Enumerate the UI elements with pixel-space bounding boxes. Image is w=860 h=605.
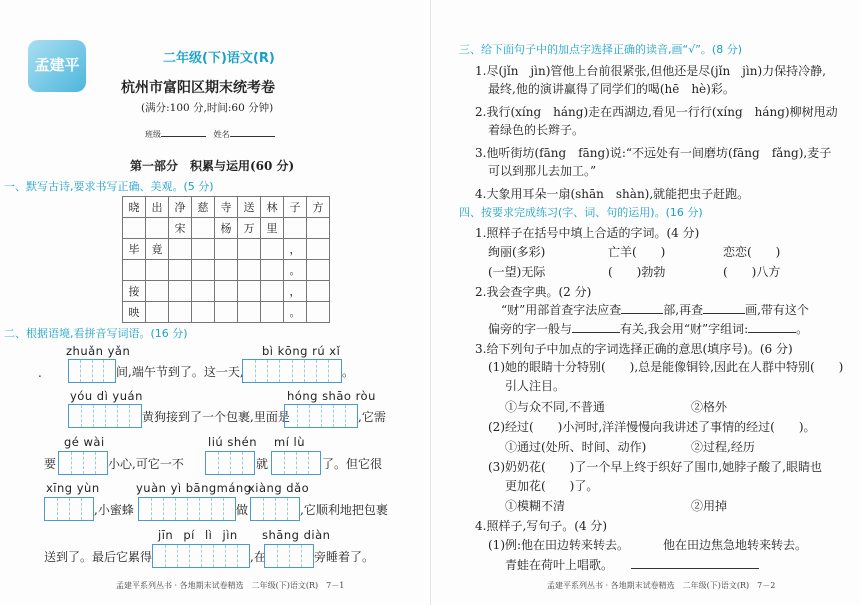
writing-grid[interactable] — [242, 359, 342, 383]
q3-item: 4.大象用耳朵一扇(shān shàn),就能把虫子赶跑。 — [475, 187, 750, 201]
q4-option: ①与众不同,不普通 — [505, 400, 605, 414]
poem-cell: 宋 — [169, 218, 192, 239]
answer-blank[interactable] — [703, 313, 745, 314]
poem-cell: 出 — [146, 197, 169, 218]
q2-text: 送到了。最后它累得 — [44, 550, 153, 564]
q4-sub: 3.给下列句子中加点的字词选择正确的意思(填序号)。(6 分) — [475, 342, 793, 356]
writing-grid[interactable] — [205, 451, 255, 475]
q3-item: 2.我行(xíng háng)走在西湖边,看见一行行(xíng háng)柳树甩动 — [475, 105, 838, 119]
poem-cell[interactable] — [146, 302, 169, 323]
poem-cell: 送 — [238, 197, 261, 218]
poem-cell[interactable] — [238, 239, 261, 260]
poem-cell: 杨 — [215, 218, 238, 239]
poem-cell: 竟 — [146, 239, 169, 260]
q2-text: 黄狗接到了一个包裹,里面是 — [142, 410, 290, 424]
q2-text: ,小蜜蜂 — [94, 503, 134, 517]
name-blank[interactable] — [230, 136, 275, 137]
q4-text: (1)她的眼睛十分特别( ),总是能像铜铃,因此在人群中特别( ) — [488, 360, 844, 374]
q4-example-answer: 他在田边焦急地转来转去。 — [663, 538, 808, 552]
writing-grid[interactable] — [264, 544, 314, 568]
poem-cell[interactable] — [284, 218, 307, 239]
q4-sub: 2.我会查字典。(2 分) — [475, 285, 592, 299]
q2-title: 二、根据语境,看拼音写词语。(16 分) — [4, 327, 188, 340]
poem-cell[interactable] — [169, 302, 192, 323]
poem-cell[interactable] — [192, 218, 215, 239]
poem-cell: 慈 — [192, 197, 215, 218]
answer-blank[interactable] — [631, 568, 759, 569]
exam-title: 杭州市富阳区期末统考卷 — [121, 80, 275, 96]
poem-cell[interactable] — [307, 260, 330, 281]
answer-blank[interactable] — [621, 313, 663, 314]
poem-cell: 万 — [238, 218, 261, 239]
q4-sub: 1.照样子在括号中填上合适的字词。(4 分) — [475, 226, 700, 240]
poem-cell: ， — [284, 239, 307, 260]
writing-grid[interactable] — [138, 497, 236, 521]
poem-cell[interactable] — [192, 260, 215, 281]
q4-text: 更加花( )了。 — [505, 479, 599, 493]
q3-item: 着绿色的长辫子。 — [488, 123, 585, 137]
poem-cell: 里 — [261, 218, 284, 239]
q2-text: 小心,可它一不 — [108, 457, 184, 471]
q3-item: 3.他听街坊(fāng fāng)说:“不远处有一间磨坊(fāng fǎng),麦子 — [475, 146, 832, 160]
pinyin: bì kōng rú xǐ — [262, 344, 341, 358]
footer-right: 孟建平系列丛书 · 各地期末试卷精选 二年级(下)语文(R) 7－2 — [547, 581, 776, 590]
poem-cell[interactable] — [123, 260, 146, 281]
poem-cell: ， — [284, 281, 307, 302]
q2-text: ,在 — [250, 550, 266, 564]
pinyin: gé wài — [64, 435, 105, 449]
poem-cell: 映 — [123, 302, 146, 323]
q3-item: 最终,他的演讲赢得了同学们的喝(hē hè)彩。 — [488, 82, 735, 96]
q3-title: 三、给下面句子中的加点字选择正确的读音,画“√”。(8 分) — [459, 43, 742, 56]
poem-cell[interactable] — [215, 239, 238, 260]
q3-item: 可以到那儿去加工。” — [488, 164, 597, 178]
poem-cell: 毕 — [123, 239, 146, 260]
poem-cell[interactable] — [238, 302, 261, 323]
q2-text: ,它顺利地把包裹 — [300, 503, 388, 517]
q2-text: 间,端午节到了。这一天, — [116, 365, 244, 379]
q2-text: 要 — [44, 457, 57, 471]
pinyin: shāng diàn — [262, 528, 331, 542]
q4-text: (2)经过( )小河时,洋洋慢慢向我讲述了事情的经过( )。 — [488, 420, 816, 434]
poem-cell[interactable] — [169, 281, 192, 302]
poem-cell: 寺 — [215, 197, 238, 218]
q4-question — [505, 556, 759, 573]
q4-text: “财”用部首查字法应查 — [501, 303, 622, 317]
q4-text: (3)奶奶花( )了一个早上终于织好了围巾,她脖子酸了,眼睛也 — [488, 460, 822, 474]
q4-text: 青蛙在荷叶上唱歌。 — [505, 558, 614, 572]
q4-dict-line1 — [501, 301, 809, 318]
q4-option: ①模糊不清 — [505, 499, 566, 513]
poem-cell[interactable] — [307, 218, 330, 239]
poem-grid — [122, 196, 330, 323]
poem-cell[interactable] — [169, 260, 192, 281]
q2-text: 旁睡着了。 — [314, 550, 375, 564]
q4-cell: (一望)无际 — [488, 265, 546, 279]
q4-cell[interactable]: 亡羊( ) — [608, 245, 666, 259]
dot-mark: . — [38, 366, 42, 380]
exam-info: (满分:100 分,时间:60 分钟) — [141, 102, 274, 114]
poem-cell: 晓 — [123, 197, 146, 218]
q3-item: 1.尽(jǐn jìn)管他上台前很紧张,但他还是尽(jǐn jìn)力保持冷静, — [475, 64, 826, 78]
part1-title: 第一部分 积累与运用(60 分) — [130, 159, 295, 173]
grade-title: 二年级(下)语文(R) — [163, 51, 275, 66]
poem-cell[interactable] — [261, 239, 284, 260]
footer-left: 孟建平系列丛书 · 各地期末试卷精选 二年级(下)语文(R) 7－1 — [116, 581, 345, 590]
poem-cell: 子 — [284, 197, 307, 218]
poem-cell[interactable] — [215, 302, 238, 323]
class-blank[interactable] — [161, 136, 206, 137]
poem-cell[interactable] — [146, 218, 169, 239]
poem-cell: 林 — [261, 197, 284, 218]
answer-blank[interactable] — [748, 332, 796, 333]
poem-cell[interactable] — [261, 302, 284, 323]
q4-cell[interactable]: 恋恋( ) — [723, 245, 781, 259]
poem-cell[interactable] — [192, 239, 215, 260]
q2-text: 就 — [256, 457, 269, 471]
name-label: 姓名 — [213, 130, 230, 139]
q4-text: 有关,我会用“财”字组词: — [620, 322, 749, 336]
poem-cell[interactable] — [146, 281, 169, 302]
poem-cell[interactable] — [307, 281, 330, 302]
poem-cell[interactable] — [215, 281, 238, 302]
q4-text: 部,再查 — [663, 303, 704, 317]
writing-grid[interactable] — [68, 404, 142, 428]
pinyin: yóu dì yuán — [70, 389, 143, 403]
pinyin: yuàn yì bāngmáng — [136, 481, 252, 495]
class-label: 班级 — [145, 130, 161, 139]
writing-grid[interactable] — [284, 404, 358, 428]
poem-cell: 净 — [169, 197, 192, 218]
q4-cell[interactable]: ( )勃勃 — [608, 265, 666, 279]
poem-cell[interactable] — [169, 239, 192, 260]
q2-text: 。 — [342, 365, 355, 379]
q4-cell: 绚丽(多彩) — [488, 245, 546, 259]
q4-text: 偏旁的字一般与 — [488, 322, 573, 336]
poem-cell[interactable] — [261, 281, 284, 302]
q2-text: 了。但它很 — [322, 457, 383, 471]
pinyin: liú shén — [208, 435, 257, 449]
poem-cell: 接 — [123, 281, 146, 302]
q4-option: ①通过(处所、时间、动作) — [505, 440, 647, 454]
pinyin: hóng shāo ròu — [287, 389, 376, 403]
poem-cell[interactable] — [238, 281, 261, 302]
pinyin: zhuǎn yǎn — [66, 344, 131, 358]
class-name-line — [145, 129, 275, 140]
q1-title: 一、默写古诗,要求书写正确、美观。(5 分) — [4, 180, 214, 193]
answer-blank[interactable] — [572, 332, 620, 333]
writing-grid[interactable] — [58, 451, 108, 475]
q4-option: ②格外 — [691, 400, 728, 414]
writing-grid[interactable] — [68, 359, 116, 383]
writing-grid[interactable] — [250, 497, 300, 521]
q4-option: ②用掉 — [691, 499, 728, 513]
poem-cell[interactable] — [238, 260, 261, 281]
pinyin: xīng yùn — [46, 481, 100, 495]
q2-text: ,它需 — [358, 410, 386, 424]
poem-cell[interactable] — [123, 218, 146, 239]
q4-dict-line2 — [488, 320, 808, 337]
q4-text: 引人注目。 — [505, 379, 566, 393]
poem-cell[interactable] — [215, 260, 238, 281]
pinyin: xiàng dǎo — [248, 481, 310, 495]
poem-cell[interactable] — [307, 239, 330, 260]
q2-text: 做 — [236, 503, 249, 517]
q4-example: (1)例:他在田边转来转去。 — [488, 538, 630, 552]
writing-grid[interactable] — [152, 544, 250, 568]
poem-cell[interactable] — [261, 260, 284, 281]
pinyin: mí lù — [274, 435, 306, 449]
poem-cell[interactable] — [307, 302, 330, 323]
poem-cell[interactable] — [146, 260, 169, 281]
right-page — [430, 0, 860, 605]
poem-cell[interactable] — [192, 281, 215, 302]
q4-text: 。 — [796, 322, 809, 336]
q4-sub: 4.照样子,写句子。(4 分) — [475, 519, 608, 533]
logo-text: 孟建平 — [34, 56, 80, 74]
pinyin: jīn pí lì jìn — [158, 528, 238, 542]
poem-cell[interactable] — [192, 302, 215, 323]
poem-cell: 方 — [307, 197, 330, 218]
q4-text: 画,带有这个 — [745, 303, 809, 317]
poem-cell: 。 — [284, 260, 307, 281]
publisher-logo — [28, 40, 86, 92]
poem-cell: 。 — [284, 302, 307, 323]
writing-grid[interactable] — [44, 497, 94, 521]
q4-option: ②过程,经历 — [691, 440, 755, 454]
writing-grid[interactable] — [271, 451, 321, 475]
q4-title: 四、按要求完成练习(字、词、句的运用)。(16 分) — [459, 206, 703, 219]
q4-cell[interactable]: ( )八方 — [723, 265, 781, 279]
